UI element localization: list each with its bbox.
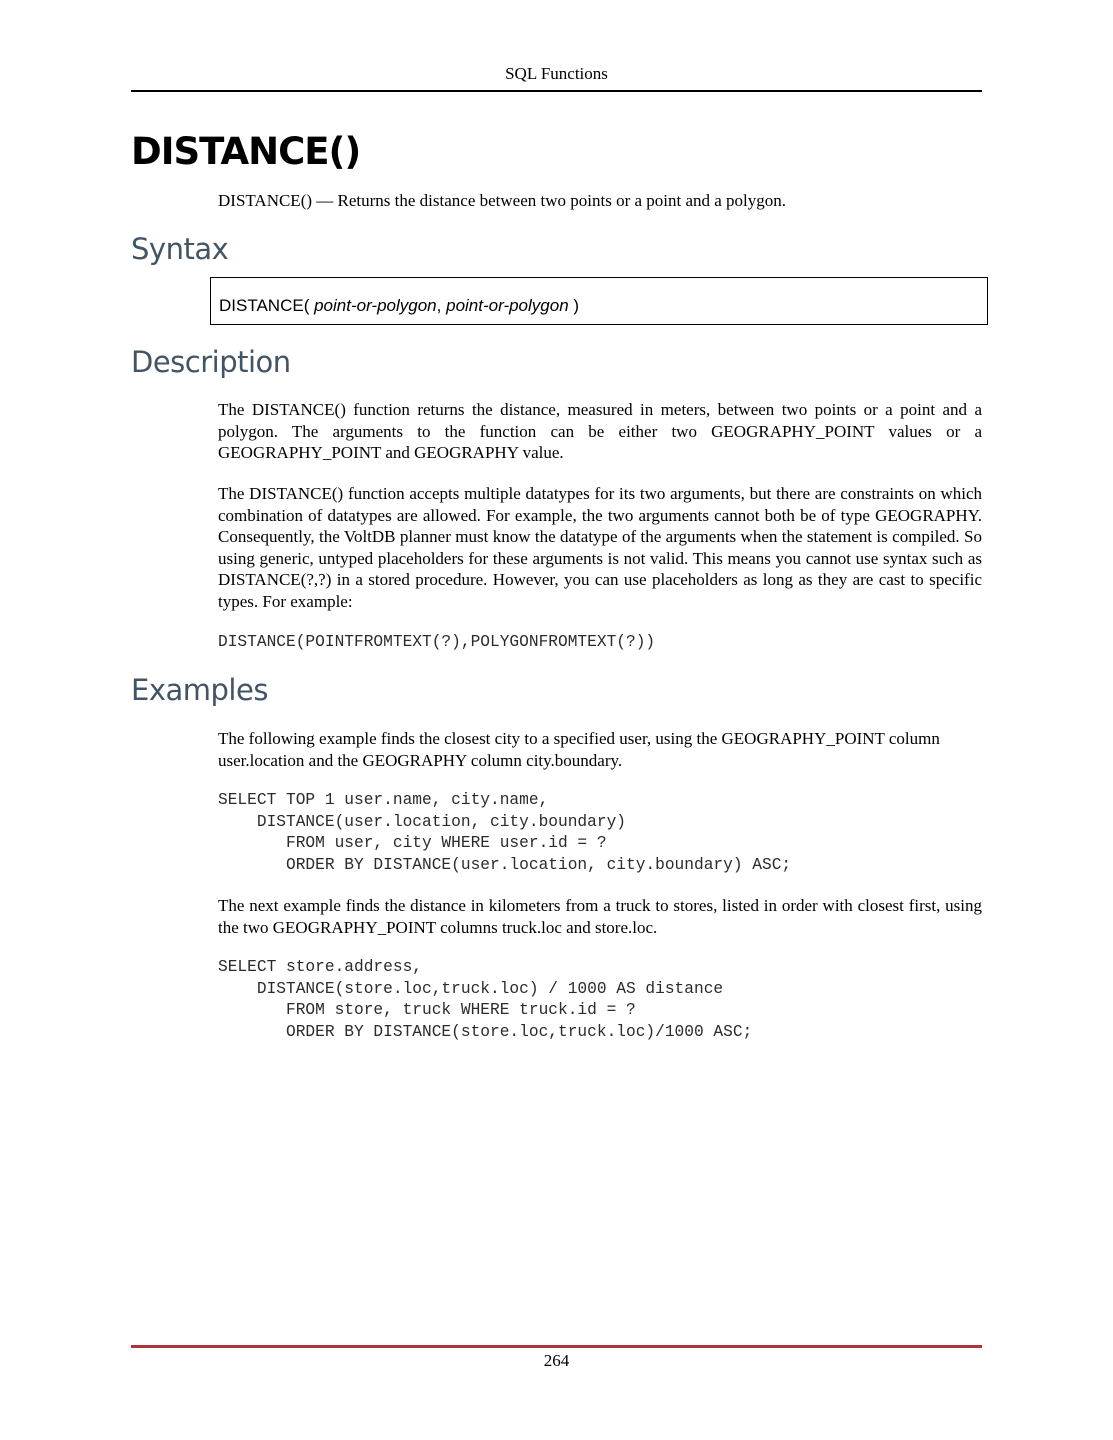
description-paragraph-1: The DISTANCE() function returns the distance, measured in meters, between two points or a point and a polygon. The arguments to the function can be either two GEOGRAPHY_POINT values or a GEOGRAPHY_POINT and GEOGRAPHY value. <box>218 400 982 463</box>
syntax-box <box>210 277 988 325</box>
refpurpose: DISTANCE() — Returns the distance between two points or a point and a polygon. <box>218 191 787 210</box>
header-rule <box>131 90 982 92</box>
syntax-param-1: point-or-polygon <box>314 296 437 315</box>
description-code: DISTANCE(POINTFROMTEXT(?),POLYGONFROMTEXT(?)) <box>218 633 656 651</box>
example-1-intro: The following example finds the closest city to a specified user, using the GEOGRAPHY_POINT column user.location and the GEOGRAPHY column city.boundary. <box>218 729 940 770</box>
syntax-function-name: DISTANCE( <box>219 296 310 315</box>
footer-rule <box>131 1345 982 1348</box>
examples-heading: Examples <box>131 673 268 707</box>
syntax-heading: Syntax <box>131 232 229 266</box>
syntax-separator: , <box>436 296 442 315</box>
example-1-code: SELECT TOP 1 user.name, city.name, DISTANCE(user.location, city.boundary) FROM user, city WHERE user.id = ? ORDER BY DISTANCE(user.location, city.boundary) ASC; <box>218 791 792 875</box>
example-2-code: SELECT store.address, DISTANCE(store.loc,truck.loc) / 1000 AS distance FROM store, truck WHERE truck.id = ? ORDER BY DISTANCE(store.loc,truck.loc)/1000 ASC; <box>218 958 753 1042</box>
syntax-close: ) <box>573 296 580 315</box>
example-2-intro: The next example finds the distance in kilometers from a truck to stores, listed in order with closest first, using the two GEOGRAPHY_POINT columns truck.loc and store.loc. <box>218 896 982 937</box>
page-number: 264 <box>543 1351 570 1370</box>
page-title: DISTANCE() <box>131 130 361 173</box>
running-header: SQL Functions <box>505 64 608 83</box>
description-paragraph-2: The DISTANCE() function accepts multiple datatypes for its two arguments, but there are constraints on which combination of datatypes are allowed. For example, the two arguments cannot both be of type GEOGRAPHY. Consequently, the VoltDB planner must know the datatype of the arguments when the statement is compiled. So using generic, untyped placeholders for these arguments is not valid. This means you cannot use syntax such as DISTANCE(?,?) in a stored procedure. However, you can use placeholders as long as they are cast to specific types. For example: <box>218 484 982 611</box>
description-heading: Description <box>131 345 291 379</box>
syntax-param-2: point-or-polygon <box>446 296 569 315</box>
